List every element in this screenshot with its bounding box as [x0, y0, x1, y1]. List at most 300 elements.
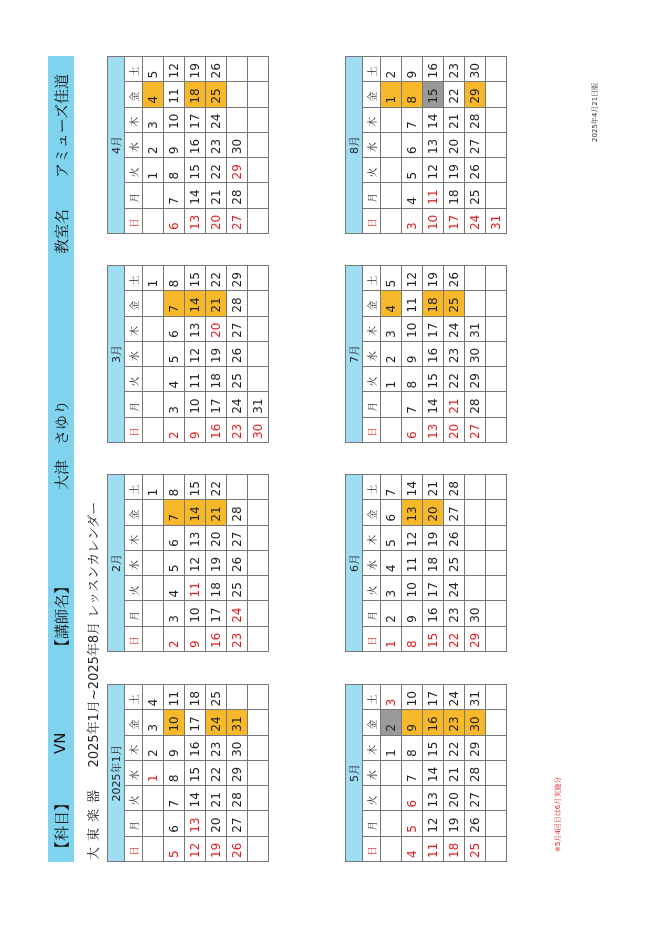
week-row [402, 685, 423, 862]
day-cell: 2 [381, 57, 402, 82]
day-cell [486, 132, 507, 157]
week-row [248, 266, 269, 443]
weekday-label: 火 [125, 367, 143, 392]
weekday-label: 土 [363, 266, 381, 291]
day-cell: 27 [465, 786, 486, 811]
day-cell: 12 [402, 525, 423, 550]
day-cell: 20 [206, 525, 227, 550]
day-cell: 17 [423, 576, 444, 601]
day-cell: 15 [185, 475, 206, 500]
weekday-label: 日 [363, 836, 381, 861]
day-cell: 22 [206, 158, 227, 183]
day-cell: 5 [402, 158, 423, 183]
day-cell: 8 [402, 735, 423, 760]
day-cell: 6 [164, 316, 185, 341]
day-cell: 28 [465, 760, 486, 785]
day-cell: 7 [164, 500, 185, 525]
day-cell: 19 [444, 158, 465, 183]
week-row [206, 685, 227, 862]
day-cell: 13 [423, 417, 444, 442]
day-cell: 4 [402, 836, 423, 861]
day-cell [143, 525, 164, 550]
day-cell: 22 [206, 760, 227, 785]
day-cell [143, 626, 164, 651]
teacher-label: 【講師名】 [53, 578, 71, 654]
day-cell [248, 158, 269, 183]
day-cell: 18 [444, 836, 465, 861]
day-cell [486, 475, 507, 500]
day-cell: 16 [423, 601, 444, 626]
weekday-label: 月 [125, 601, 143, 626]
day-cell: 27 [227, 208, 248, 233]
day-cell: 4 [402, 183, 423, 208]
day-cell: 18 [423, 550, 444, 575]
day-cell: 2 [381, 341, 402, 366]
calendar-title: 2025年1月~2025年8月 レッスンカレンダー [87, 501, 102, 768]
weekday-label: 金 [125, 710, 143, 735]
day-cell [486, 341, 507, 366]
day-cell: 21 [206, 183, 227, 208]
weekday-label: 金 [125, 82, 143, 107]
day-cell: 9 [185, 626, 206, 651]
day-cell: 30 [465, 341, 486, 366]
day-cell: 16 [206, 417, 227, 442]
day-cell: 9 [164, 132, 185, 157]
week-row [486, 685, 507, 862]
day-cell: 16 [423, 57, 444, 82]
day-cell [248, 132, 269, 157]
day-cell: 28 [227, 786, 248, 811]
day-cell: 22 [444, 82, 465, 107]
week-row [402, 475, 423, 652]
day-cell [143, 836, 164, 861]
day-cell: 25 [444, 550, 465, 575]
day-cell [486, 710, 507, 735]
month-calendar-5 [345, 684, 507, 862]
day-cell: 1 [381, 82, 402, 107]
day-cell: 16 [185, 132, 206, 157]
day-cell [465, 550, 486, 575]
day-cell: 29 [227, 760, 248, 785]
day-cell: 13 [185, 208, 206, 233]
day-cell: 1 [143, 760, 164, 785]
weekday-label: 月 [125, 183, 143, 208]
week-row [227, 57, 248, 234]
day-cell: 26 [227, 550, 248, 575]
day-cell: 11 [164, 685, 185, 710]
teacher-value: 大津 さゆり [53, 399, 71, 490]
week-row [248, 57, 269, 234]
day-cell: 27 [465, 132, 486, 157]
day-cell [227, 107, 248, 132]
week-row [423, 57, 444, 234]
week-row [164, 266, 185, 443]
day-cell [227, 685, 248, 710]
weekday-label: 金 [125, 500, 143, 525]
month-title: 7月 [346, 266, 363, 443]
day-cell: 10 [423, 208, 444, 233]
week-row [143, 57, 164, 234]
day-cell: 15 [185, 158, 206, 183]
day-cell: 8 [402, 626, 423, 651]
day-cell: 24 [444, 576, 465, 601]
day-cell: 2 [143, 132, 164, 157]
day-cell [248, 316, 269, 341]
day-cell: 11 [402, 291, 423, 316]
day-cell [248, 576, 269, 601]
weekday-label: 土 [125, 57, 143, 82]
day-cell [486, 316, 507, 341]
weekday-label: 火 [363, 367, 381, 392]
day-cell: 14 [423, 107, 444, 132]
day-cell: 25 [227, 367, 248, 392]
weekday-label: 金 [363, 500, 381, 525]
day-cell: 2 [381, 710, 402, 735]
day-cell: 23 [444, 57, 465, 82]
week-row [381, 266, 402, 443]
week-row [206, 475, 227, 652]
day-cell: 21 [444, 107, 465, 132]
day-cell: 7 [164, 291, 185, 316]
day-cell: 15 [185, 760, 206, 785]
day-cell [143, 341, 164, 366]
month-title: 5月 [346, 685, 363, 862]
day-cell: 25 [206, 82, 227, 107]
day-cell [486, 735, 507, 760]
day-cell [465, 525, 486, 550]
day-cell [486, 550, 507, 575]
day-cell: 26 [227, 341, 248, 366]
school-value: アミューズ佳道 [53, 74, 71, 178]
day-cell: 11 [185, 367, 206, 392]
footnote: ※5月4回目は6月実施分 [554, 776, 562, 852]
day-cell: 10 [402, 576, 423, 601]
week-row [248, 475, 269, 652]
week-row [465, 685, 486, 862]
instrument-label: 大東楽器 [87, 783, 102, 860]
day-cell: 4 [143, 685, 164, 710]
weekday-label: 水 [363, 550, 381, 575]
day-cell: 26 [206, 57, 227, 82]
weekday-label: 月 [363, 183, 381, 208]
day-cell: 9 [164, 735, 185, 760]
week-row [444, 475, 465, 652]
month-calendar-6 [345, 474, 507, 652]
day-cell: 21 [444, 392, 465, 417]
month-calendar-3 [107, 265, 269, 443]
day-cell [381, 760, 402, 785]
day-cell: 30 [227, 132, 248, 157]
day-cell: 17 [185, 710, 206, 735]
day-cell: 9 [402, 601, 423, 626]
day-cell [248, 208, 269, 233]
day-cell: 29 [465, 626, 486, 651]
week-row [486, 266, 507, 443]
weekday-label: 土 [363, 685, 381, 710]
day-cell [143, 500, 164, 525]
day-cell: 17 [423, 685, 444, 710]
month-calendar-7 [345, 265, 507, 443]
day-cell: 28 [227, 291, 248, 316]
day-cell: 4 [143, 82, 164, 107]
weekday-label: 金 [363, 710, 381, 735]
day-cell: 14 [185, 786, 206, 811]
day-cell [381, 811, 402, 836]
day-cell [465, 500, 486, 525]
day-cell: 25 [465, 836, 486, 861]
day-cell: 25 [444, 291, 465, 316]
weekday-label: 木 [125, 316, 143, 341]
day-cell: 17 [444, 208, 465, 233]
day-cell: 19 [444, 811, 465, 836]
day-cell: 4 [164, 576, 185, 601]
day-cell: 23 [227, 626, 248, 651]
day-cell: 23 [444, 601, 465, 626]
day-cell [486, 626, 507, 651]
week-row [381, 685, 402, 862]
day-cell: 1 [143, 158, 164, 183]
day-cell: 15 [423, 367, 444, 392]
day-cell: 27 [444, 500, 465, 525]
weekday-label: 火 [125, 786, 143, 811]
day-cell: 17 [206, 392, 227, 417]
day-cell: 3 [143, 710, 164, 735]
day-cell: 27 [465, 417, 486, 442]
day-cell: 11 [423, 836, 444, 861]
day-cell: 31 [465, 685, 486, 710]
day-cell: 6 [402, 132, 423, 157]
weekday-label: 木 [363, 107, 381, 132]
day-cell: 11 [164, 82, 185, 107]
day-cell: 5 [381, 525, 402, 550]
day-cell [248, 367, 269, 392]
day-cell: 11 [402, 550, 423, 575]
day-cell [381, 208, 402, 233]
day-cell: 23 [206, 735, 227, 760]
day-cell: 26 [444, 266, 465, 291]
weekday-label: 火 [125, 576, 143, 601]
day-cell: 10 [185, 392, 206, 417]
day-cell: 29 [227, 158, 248, 183]
weekday-label: 火 [125, 158, 143, 183]
week-row [444, 57, 465, 234]
day-cell: 28 [465, 392, 486, 417]
day-cell: 28 [465, 107, 486, 132]
day-cell: 30 [465, 710, 486, 735]
day-cell: 10 [402, 316, 423, 341]
day-cell: 20 [444, 132, 465, 157]
day-cell: 7 [164, 183, 185, 208]
day-cell: 1 [381, 367, 402, 392]
day-cell: 22 [444, 626, 465, 651]
day-cell: 3 [381, 576, 402, 601]
day-cell [227, 82, 248, 107]
day-cell [248, 107, 269, 132]
day-cell: 14 [402, 475, 423, 500]
month-calendar-1 [107, 684, 269, 862]
week-row [402, 57, 423, 234]
day-cell [143, 208, 164, 233]
day-cell: 8 [402, 367, 423, 392]
header-bar [48, 56, 74, 862]
weekday-label: 木 [363, 525, 381, 550]
day-cell: 9 [185, 417, 206, 442]
day-cell: 12 [423, 811, 444, 836]
day-cell [486, 367, 507, 392]
subject-value: VN [51, 732, 69, 754]
day-cell: 24 [206, 107, 227, 132]
day-cell: 19 [185, 57, 206, 82]
weekday-label: 水 [363, 341, 381, 366]
day-cell [381, 392, 402, 417]
week-row [444, 266, 465, 443]
day-cell [248, 786, 269, 811]
month-title: 8月 [346, 57, 363, 234]
day-cell: 20 [206, 811, 227, 836]
day-cell [381, 132, 402, 157]
day-cell: 2 [143, 735, 164, 760]
weekday-label: 火 [363, 576, 381, 601]
day-cell: 12 [185, 550, 206, 575]
week-row [206, 266, 227, 443]
day-cell [486, 685, 507, 710]
day-cell: 16 [206, 626, 227, 651]
day-cell: 10 [164, 710, 185, 735]
day-cell [248, 266, 269, 291]
day-cell: 5 [164, 550, 185, 575]
weekday-label: 水 [125, 132, 143, 157]
day-cell: 7 [402, 760, 423, 785]
day-cell [486, 417, 507, 442]
day-cell [486, 107, 507, 132]
day-cell: 2 [381, 601, 402, 626]
day-cell: 21 [444, 760, 465, 785]
weekday-label: 木 [125, 735, 143, 760]
weekday-label: 金 [363, 291, 381, 316]
day-cell: 5 [164, 836, 185, 861]
day-cell [381, 836, 402, 861]
weekday-label: 土 [363, 57, 381, 82]
day-cell: 26 [444, 525, 465, 550]
school-label: 教室名 [53, 208, 71, 254]
day-cell: 13 [185, 811, 206, 836]
weekday-label: 日 [125, 626, 143, 651]
day-cell [248, 735, 269, 760]
day-cell [465, 576, 486, 601]
weekday-label: 木 [363, 735, 381, 760]
week-row [465, 266, 486, 443]
day-cell: 13 [423, 786, 444, 811]
day-cell [381, 417, 402, 442]
day-cell: 3 [164, 601, 185, 626]
day-cell [143, 601, 164, 626]
day-cell: 28 [227, 183, 248, 208]
day-cell: 24 [227, 601, 248, 626]
day-cell: 21 [206, 500, 227, 525]
day-cell: 12 [402, 266, 423, 291]
day-cell: 31 [465, 316, 486, 341]
day-cell [486, 760, 507, 785]
day-cell [248, 341, 269, 366]
weekday-label: 土 [125, 475, 143, 500]
weekday-label: 月 [363, 392, 381, 417]
week-row [227, 266, 248, 443]
day-cell [248, 525, 269, 550]
day-cell: 14 [185, 500, 206, 525]
day-cell: 21 [423, 475, 444, 500]
day-cell: 14 [185, 291, 206, 316]
day-cell: 10 [164, 107, 185, 132]
day-cell: 17 [206, 601, 227, 626]
weekday-label: 水 [125, 760, 143, 785]
day-cell: 1 [143, 266, 164, 291]
week-row [164, 57, 185, 234]
day-cell: 9 [402, 710, 423, 735]
weekday-label: 日 [125, 208, 143, 233]
weekday-label: 水 [363, 760, 381, 785]
weekday-label: 日 [125, 417, 143, 442]
day-cell: 22 [444, 367, 465, 392]
day-cell [143, 786, 164, 811]
day-cell: 31 [227, 710, 248, 735]
day-cell [486, 786, 507, 811]
day-cell: 25 [227, 576, 248, 601]
day-cell [486, 525, 507, 550]
day-cell: 20 [206, 316, 227, 341]
day-cell: 7 [402, 107, 423, 132]
day-cell: 6 [381, 500, 402, 525]
day-cell: 6 [164, 208, 185, 233]
week-row [185, 57, 206, 234]
day-cell: 31 [486, 208, 507, 233]
month-title: 3月 [108, 266, 125, 443]
day-cell: 9 [402, 341, 423, 366]
day-cell: 18 [206, 576, 227, 601]
day-cell: 29 [465, 367, 486, 392]
week-row [423, 475, 444, 652]
day-cell: 14 [185, 183, 206, 208]
day-cell: 3 [143, 107, 164, 132]
day-cell: 2 [164, 626, 185, 651]
weekday-label: 日 [363, 626, 381, 651]
weekday-label: 水 [363, 132, 381, 157]
day-cell: 9 [402, 57, 423, 82]
day-cell: 6 [164, 525, 185, 550]
day-cell: 18 [185, 82, 206, 107]
day-cell [143, 291, 164, 316]
day-cell: 19 [206, 550, 227, 575]
month-title: 2月 [108, 475, 125, 652]
month-calendar-8 [345, 56, 507, 234]
day-cell: 26 [227, 836, 248, 861]
day-cell: 19 [206, 341, 227, 366]
day-cell: 15 [423, 735, 444, 760]
day-cell [381, 158, 402, 183]
day-cell [143, 811, 164, 836]
day-cell [486, 291, 507, 316]
day-cell [143, 183, 164, 208]
day-cell: 23 [444, 341, 465, 366]
day-cell: 24 [465, 208, 486, 233]
day-cell [248, 57, 269, 82]
day-cell: 3 [164, 392, 185, 417]
day-cell: 29 [227, 266, 248, 291]
day-cell: 15 [423, 82, 444, 107]
day-cell: 25 [206, 685, 227, 710]
day-cell: 10 [402, 685, 423, 710]
day-cell [486, 82, 507, 107]
day-cell [465, 291, 486, 316]
